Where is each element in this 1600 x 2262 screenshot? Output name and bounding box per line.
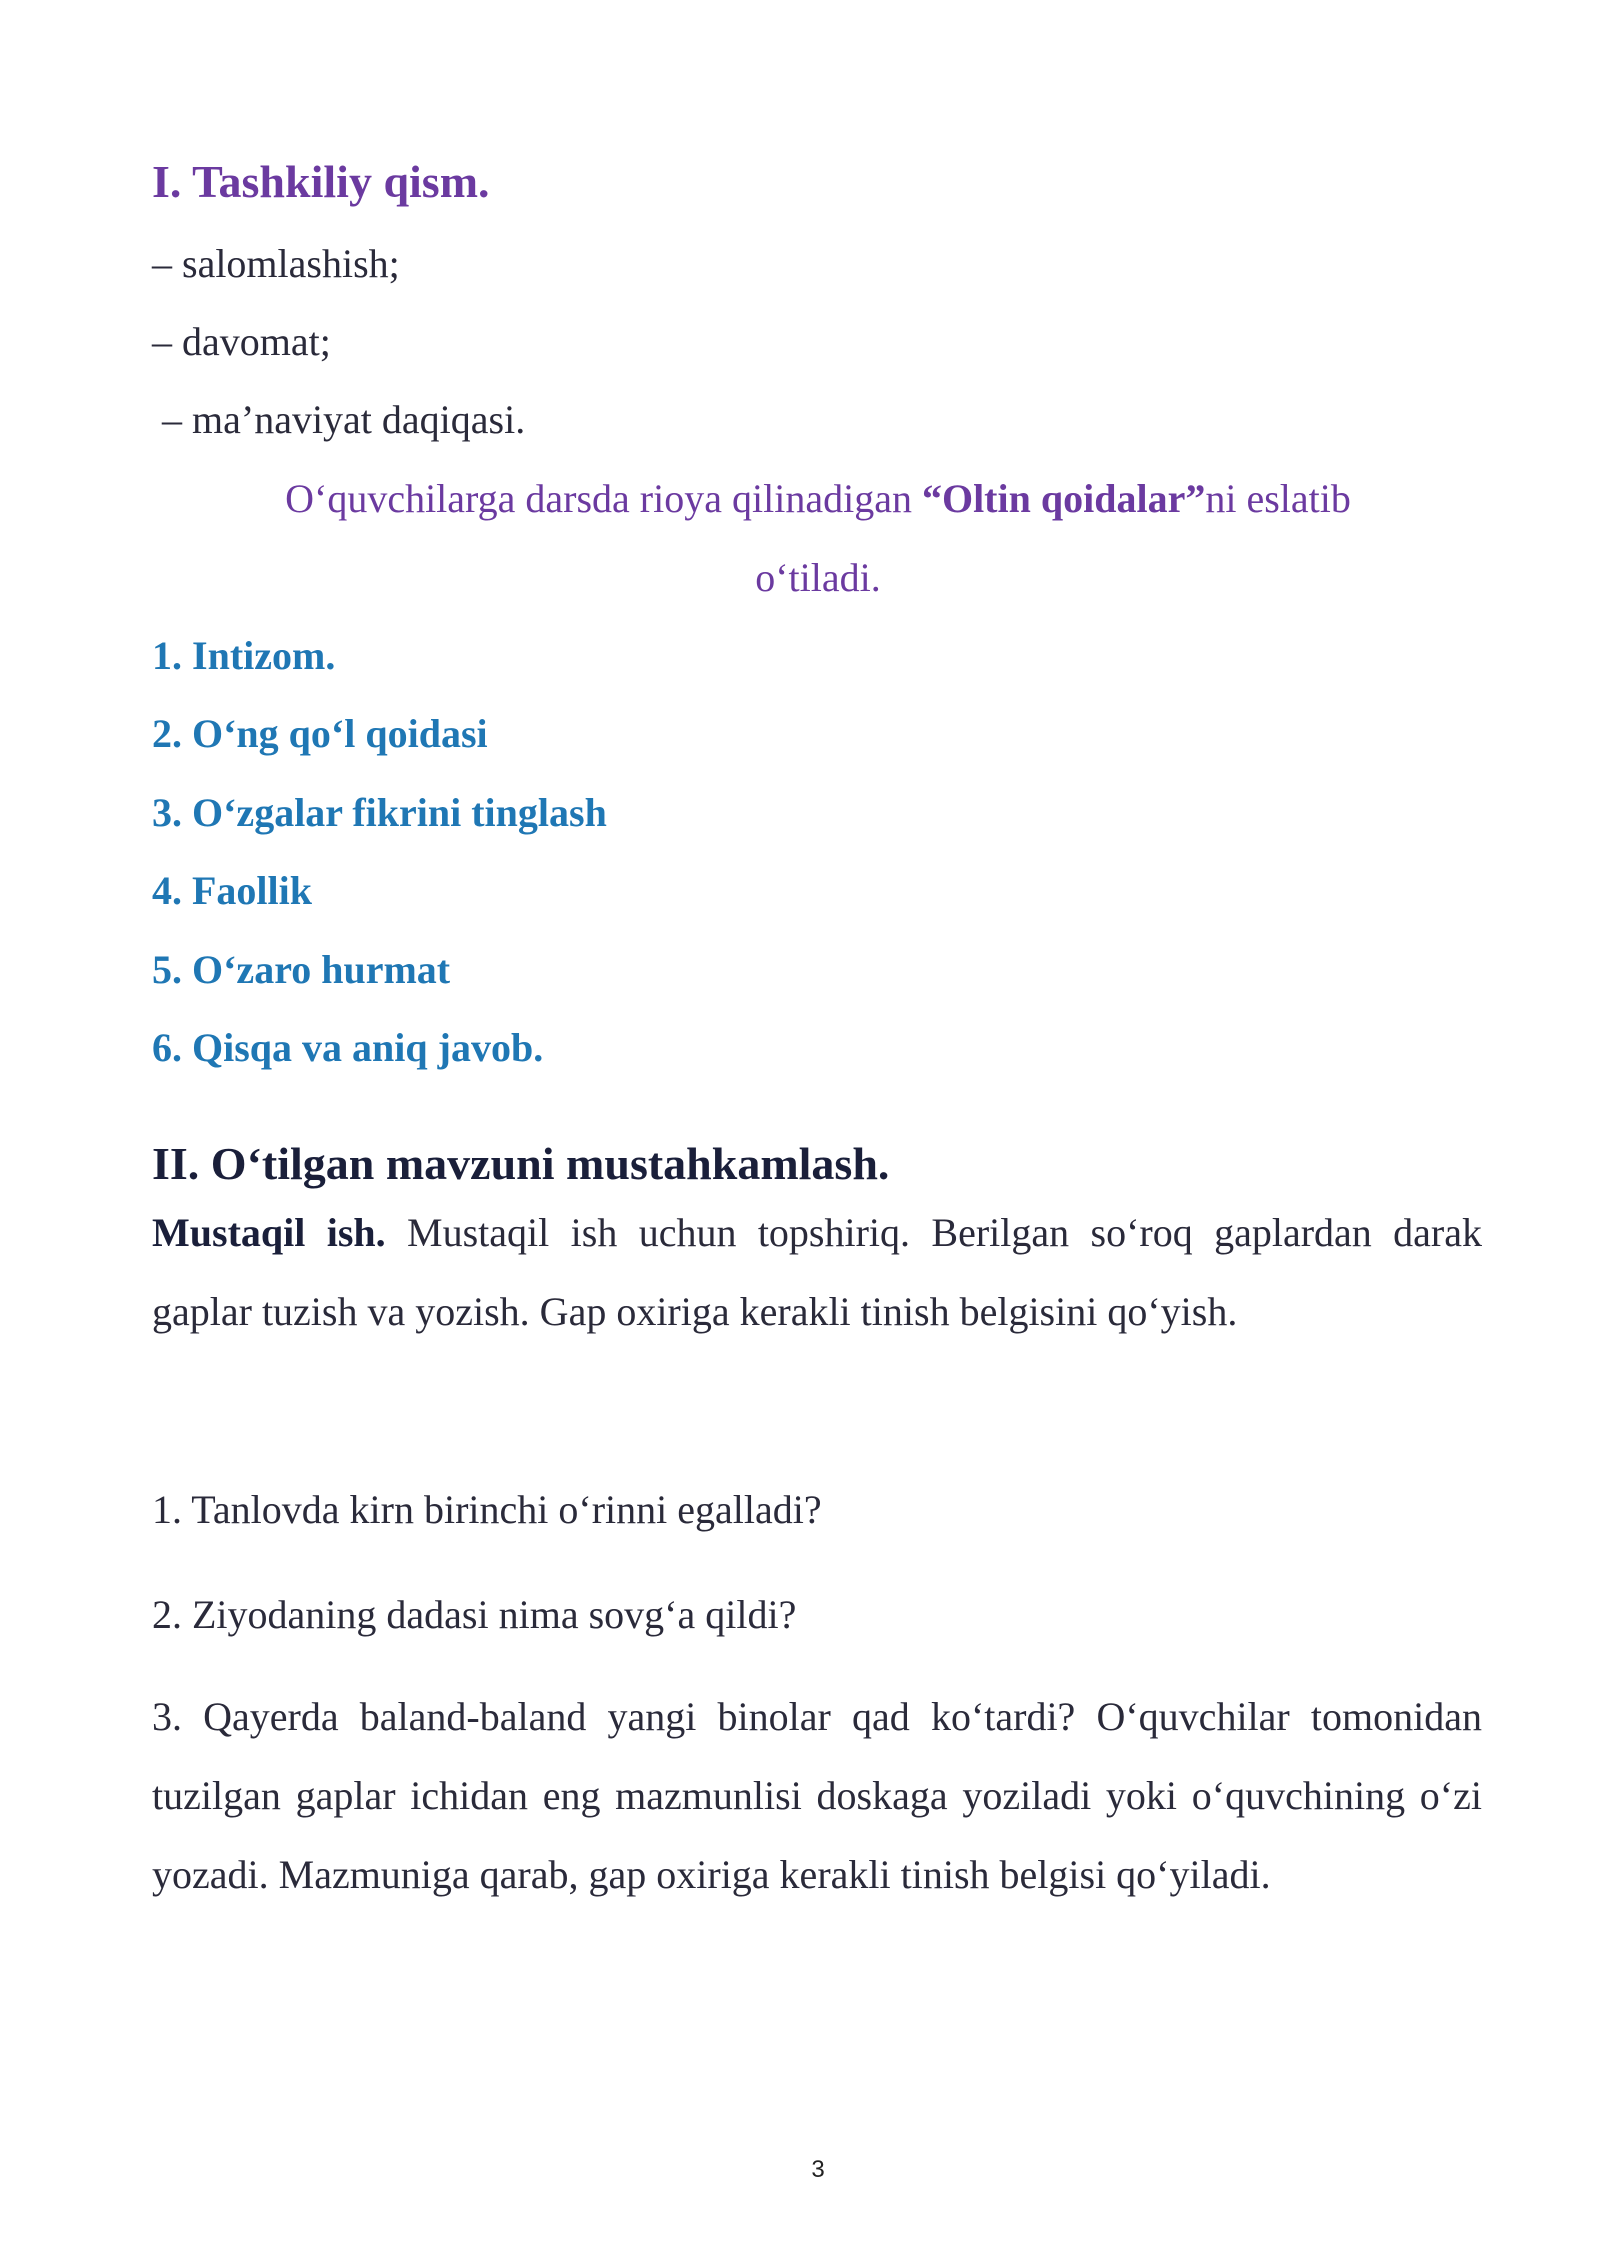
- rule-item: 5. O‘zaro hurmat: [152, 947, 451, 992]
- rule-item: 2. O‘ng qo‘l qoidasi: [152, 711, 488, 756]
- agenda-item-greeting: – salomlashish;: [152, 241, 400, 286]
- section2-title: II. O‘tilgan mavzuni mustahkamlash.: [152, 1138, 890, 1189]
- independent-work-text: Mustaqil ish uchun topshiriq. Berilgan so‘roq gaplardan darak gaplar tuzish va yozish. Gap oxiriga kerakli tinish belgisini qo‘yish.: [152, 1210, 1482, 1334]
- section1-title: I. Tashkiliy qism.: [152, 156, 490, 207]
- rule-item: 3. O‘zgalar fikrini tinglash: [152, 790, 607, 835]
- golden-rules-note-line2: o‘tiladi.: [755, 555, 881, 600]
- agenda-item-attendance: – davomat;: [152, 319, 331, 364]
- rule-item: 6. Qisqa va aniq javob.: [152, 1025, 544, 1070]
- page-number: 3: [811, 2156, 825, 2183]
- question-item: 2. Ziyodaning dadasi nima sovg‘a qildi?: [152, 1592, 797, 1637]
- rule-item: 4. Faollik: [152, 868, 313, 913]
- independent-work-paragraph: [152, 1193, 1482, 1351]
- golden-rules-note-bold: “Oltin qoidalar”: [921, 476, 1206, 521]
- golden-rules-note-end: ni eslatib: [1205, 476, 1351, 521]
- final-paragraph: 3. Qayerda baland-baland yangi binolar qad ko‘tardi? O‘quvchilar tomonidan tuzilgan gaplar ichidan eng mazmunlisi doskaga yoziladi yoki o‘quvchining o‘zi yozadi. Mazmuniga qarab, gap oxiriga kerakli tinish belgisi qo‘yiladi.: [152, 1694, 1482, 1897]
- rule-item: 1. Intizom.: [152, 633, 336, 678]
- question-item: 1. Tanlovda kirn birinchi o‘rinni egalladi?: [152, 1487, 822, 1532]
- agenda-item-spiritual-minute: – ma’naviyat daqiqasi.: [152, 397, 526, 442]
- golden-rules-note: [0, 475, 1600, 523]
- golden-rules-note-start: O‘quvchilarga darsda rioya qilinadigan: [285, 476, 922, 521]
- independent-work-label: Mustaqil ish.: [152, 1210, 386, 1255]
